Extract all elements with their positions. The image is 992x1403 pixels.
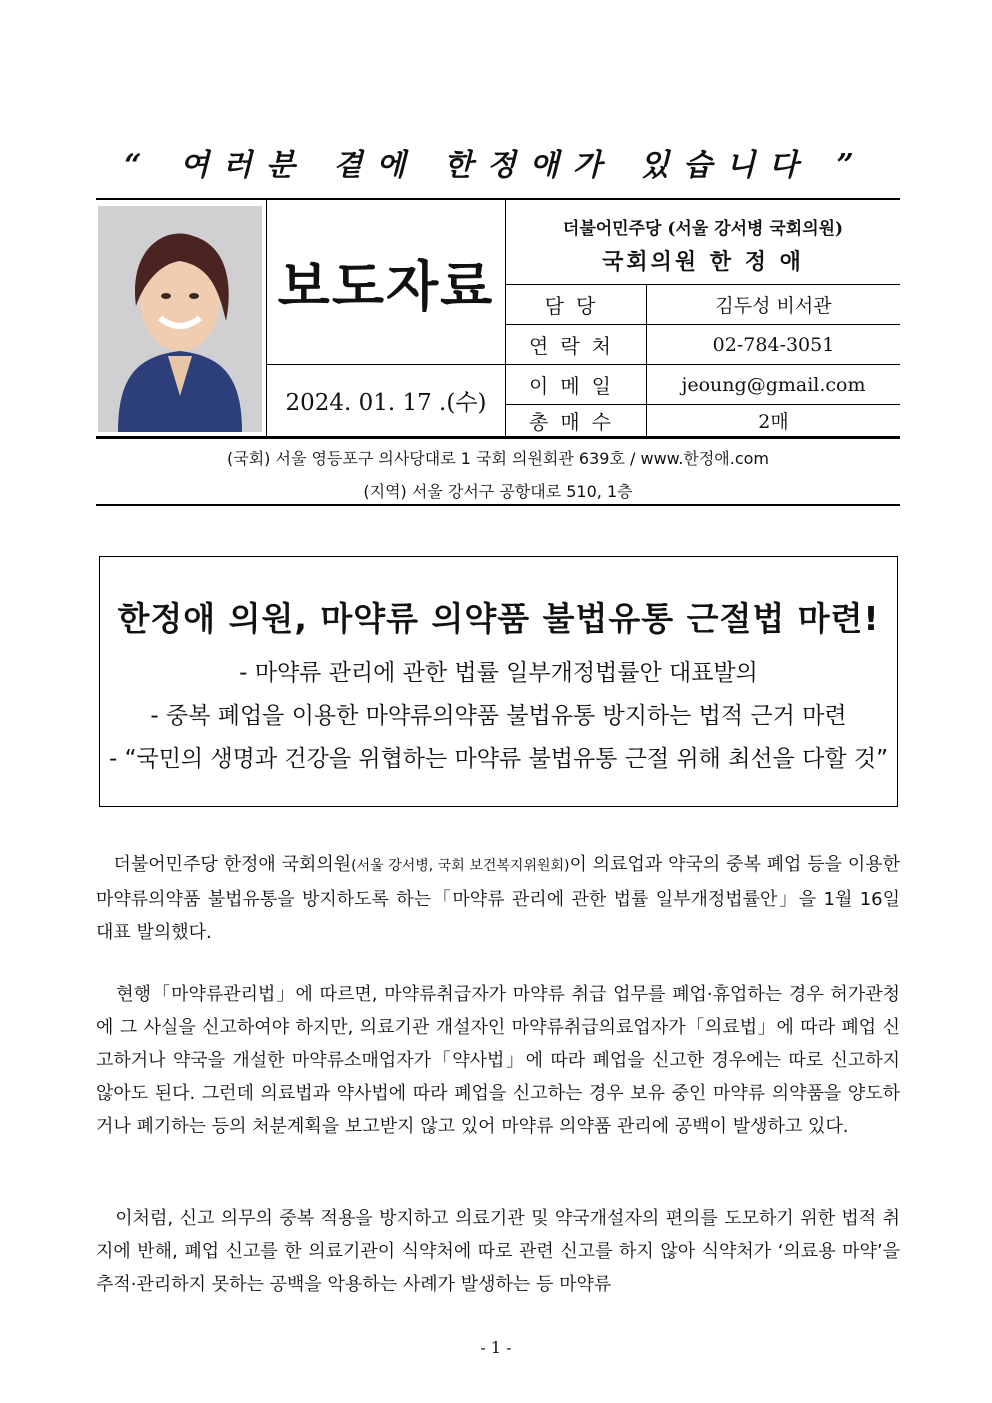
paragraph-1 <box>96 848 900 949</box>
row-value: jeoung@gmail.com <box>681 373 866 396</box>
headline-title: 한정애 의원, 마약류 의약품 불법유통 근절법 마련! <box>117 599 880 638</box>
assembly-address: (국회) 서울 영등포구 의사당대로 1 국회 의원회관 639호 / www.한정애.com <box>227 449 769 468</box>
member-name: 국회의원 한 정 애 <box>602 249 804 275</box>
row-email <box>506 365 900 405</box>
member-portrait <box>98 206 262 432</box>
page-number: - 1 - <box>480 1338 512 1357</box>
row-value: 2매 <box>758 411 789 433</box>
p2-text: 현행「마약류관리법」에 따르면, 마약류취급자가 마약류 취급 업무를 폐업·휴업하는 경우 허가관청에 그 사실을 신고하여야 하지만, 의료기관 개설자인 마약류취급의료업자가「의료법」에 따라 폐업 신고하거나 약국을 개설한 마약류소매업자가「약사법」에 따라 폐업을 신고한 경우에는 따로 신고하지 않아도 된다. 그런데 의료법과 약사법에 따라 폐업을 신고하는 경우 보유 중인 마약류 의약품을 양도하거나 폐기하는 등의 처분계획을 보고받지 않고 있어 마약류 의약품 관리에 공백이 발생하고 있다. <box>96 984 900 1137</box>
row-contact-person <box>506 285 900 325</box>
headline-sub-1: - 마약류 관리에 관한 법률 일부개정법률안 대표발의 <box>239 660 758 686</box>
local-address: (지역) 서울 강서구 공항대로 510, 1층 <box>363 482 633 501</box>
photo-cell <box>96 200 267 436</box>
paragraph-2 <box>96 978 900 1143</box>
divider <box>96 504 900 506</box>
p1-text-small: (서울 강서병, 국회 보건복지위원회) <box>351 858 570 874</box>
headline-box <box>99 556 898 807</box>
p1-text-b: 이 의료업과 약국의 중복 폐업 등을 이용한 마약류의약품 불법유통을 방지하도록 하는「마약류 관리에 관한 법률 일부개정법률안」을 1월 16일 대표 발의했다. <box>96 854 900 943</box>
row-phone <box>506 325 900 365</box>
slogan: “ 여러분 곁에 한정애가 있습니다 ” <box>124 148 868 183</box>
party-name: 더불어민주당 (서울 강서병 국회의원) <box>562 219 844 239</box>
press-header-table <box>96 198 900 438</box>
press-release-title: 보도자료 <box>267 200 506 365</box>
p3-text: 이처럼, 신고 의무의 중복 적용을 방지하고 의료기관 및 약국개설자의 편의를 도모하기 위한 법적 취지에 반해, 폐업 신고를 한 의료기관이 식약처에 따로 관련 신고를 하지 않아 식약처가 ‘의료용 마약’을 추적·관리하지 못하는 공백을 악용하는 사례가 발생하는 등 마약류 <box>96 1208 900 1295</box>
headline-sub-2: - 중복 폐업을 이용한 마약류의약품 불법유통 방지하는 법적 근거 마련 <box>150 703 847 729</box>
row-value: 김두성 비서관 <box>715 295 832 317</box>
row-key: 이메일 <box>506 365 647 404</box>
p1-text-a: 더불어민주당 한정애 국회의원 <box>113 854 352 875</box>
row-key: 담당 <box>506 285 647 324</box>
row-value: 02-784-3051 <box>712 333 835 356</box>
release-date: 2024. 01. 17 .(수) <box>267 365 506 436</box>
headline-sub-3: - “국민의 생명과 건강을 위협하는 마약류 불법유통 근절 위해 최선을 다할 것” <box>108 746 889 772</box>
row-key: 총매수 <box>506 405 647 436</box>
row-pages <box>506 405 900 436</box>
divider <box>96 438 900 439</box>
row-key: 연락처 <box>506 325 647 364</box>
paragraph-3 <box>96 1202 900 1301</box>
party-cell <box>506 200 900 285</box>
